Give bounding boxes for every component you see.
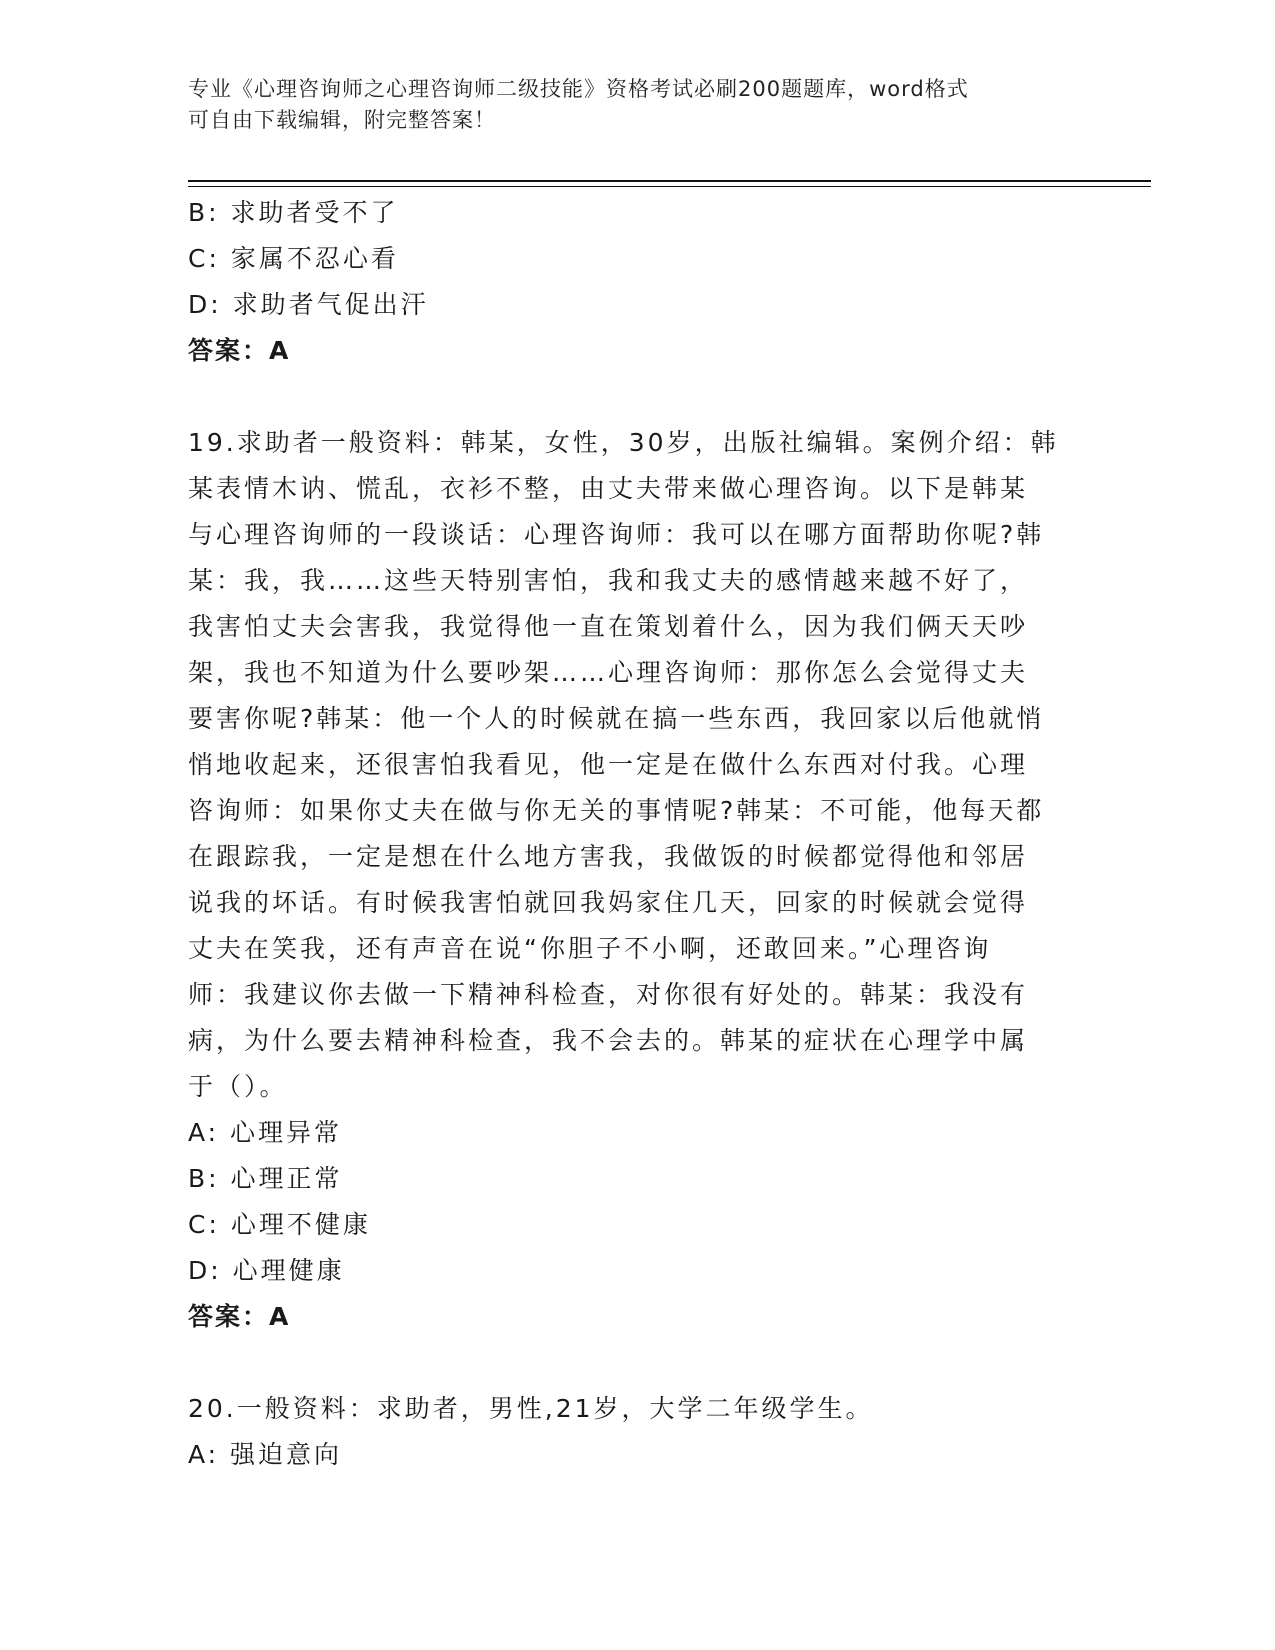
option-b [188,190,1088,236]
option-c [188,236,1088,282]
document-body [188,190,1088,1478]
option-label: B: [188,1164,220,1193]
option-label: C: [188,1210,220,1239]
answer [188,328,1088,374]
option-b [188,1156,1088,1202]
option-d [188,1248,1088,1294]
stem-line: 师：我建议你去做一下精神科检查，对你很有好处的。韩某：我没有 [188,980,1029,1009]
stem-line: 悄地收起来，还很害怕我看见，他一定是在做什么东西对付我。心理 [188,750,1029,779]
stem-line: 某表情木讷、慌乱，衣衫不整，由丈夫带来做心理咨询。以下是韩某 [188,474,1029,503]
stem-line: 19.求助者一般资料：韩某，女性，30岁，出版社编辑。案例介绍：韩 [188,428,1059,457]
answer [188,1294,1088,1340]
option-text: 强迫意向 [230,1440,343,1469]
stem-line: 某：我，我……这些天特别害怕，我和我丈夫的感情越来越不好了， [188,566,1029,595]
stem-line: 丈夫在笑我，还有声音在说“你胆子不小啊，还敢回来。”心理咨询 [188,934,992,963]
option-label: D: [188,1256,222,1285]
spacer [188,1340,1088,1386]
option-text: 家属不忍心看 [230,244,399,273]
stem-line: 说我的坏话。有时候我害怕就回我妈家住几天，回家的时候就会觉得 [188,888,1029,917]
option-text: 心理正常 [230,1164,343,1193]
header-line-1: 专业《心理咨询师之心理咨询师二级技能》资格考试必刷200题题库，word格式 [188,77,969,101]
option-label: A: [188,1440,220,1469]
header-rule-thin [188,186,1151,187]
option-d [188,282,1088,328]
option-a [188,1432,1088,1478]
option-text: 心理不健康 [230,1210,371,1239]
option-text: 求助者气促出汗 [232,290,429,319]
option-c [188,1202,1088,1248]
answer-value: A [269,1302,291,1331]
stem-line: 要害你呢?韩某：他一个人的时候就在搞一些东西，我回家以后他就悄 [188,704,1045,733]
answer-label: 答案： [188,336,270,365]
option-text: 求助者受不了 [230,198,399,227]
answer-label: 答案： [188,1302,270,1331]
option-label: D: [188,290,222,319]
header-rule-thick [188,180,1151,182]
option-text: 心理异常 [230,1118,343,1147]
stem-line: 与心理咨询师的一段谈话：心理咨询师：我可以在哪方面帮助你呢?韩 [188,520,1045,549]
stem-line: 于（）。 [188,1072,288,1101]
document-header [188,74,1088,136]
option-text: 心理健康 [232,1256,345,1285]
stem-line: 咨询师：如果你丈夫在做与你无关的事情呢?韩某：不可能，他每天都 [188,796,1045,825]
option-label: A: [188,1118,220,1147]
header-line-2: 可自由下载编辑，附完整答案！ [188,108,496,132]
question-20 [188,1386,1088,1478]
stem-line: 在跟踪我，一定是想在什么地方害我，我做饭的时候都觉得他和邻居 [188,842,1029,871]
option-label: C: [188,244,220,273]
stem-line: 我害怕丈夫会害我，我觉得他一直在策划着什么，因为我们俩天天吵 [188,612,1029,641]
question-stem: 20.一般资料：求助者，男性,21岁，大学二年级学生。 [188,1394,874,1423]
option-label: B: [188,198,220,227]
option-a [188,1110,1088,1156]
answer-value: A [269,336,291,365]
stem-line: 病，为什么要去精神科检查，我不会去的。韩某的症状在心理学中属 [188,1026,1029,1055]
question-stem [188,420,1088,1110]
question-19 [188,420,1088,1340]
prev-question [188,190,1088,374]
stem-line: 架，我也不知道为什么要吵架……心理咨询师：那你怎么会觉得丈夫 [188,658,1029,687]
spacer [188,374,1088,420]
